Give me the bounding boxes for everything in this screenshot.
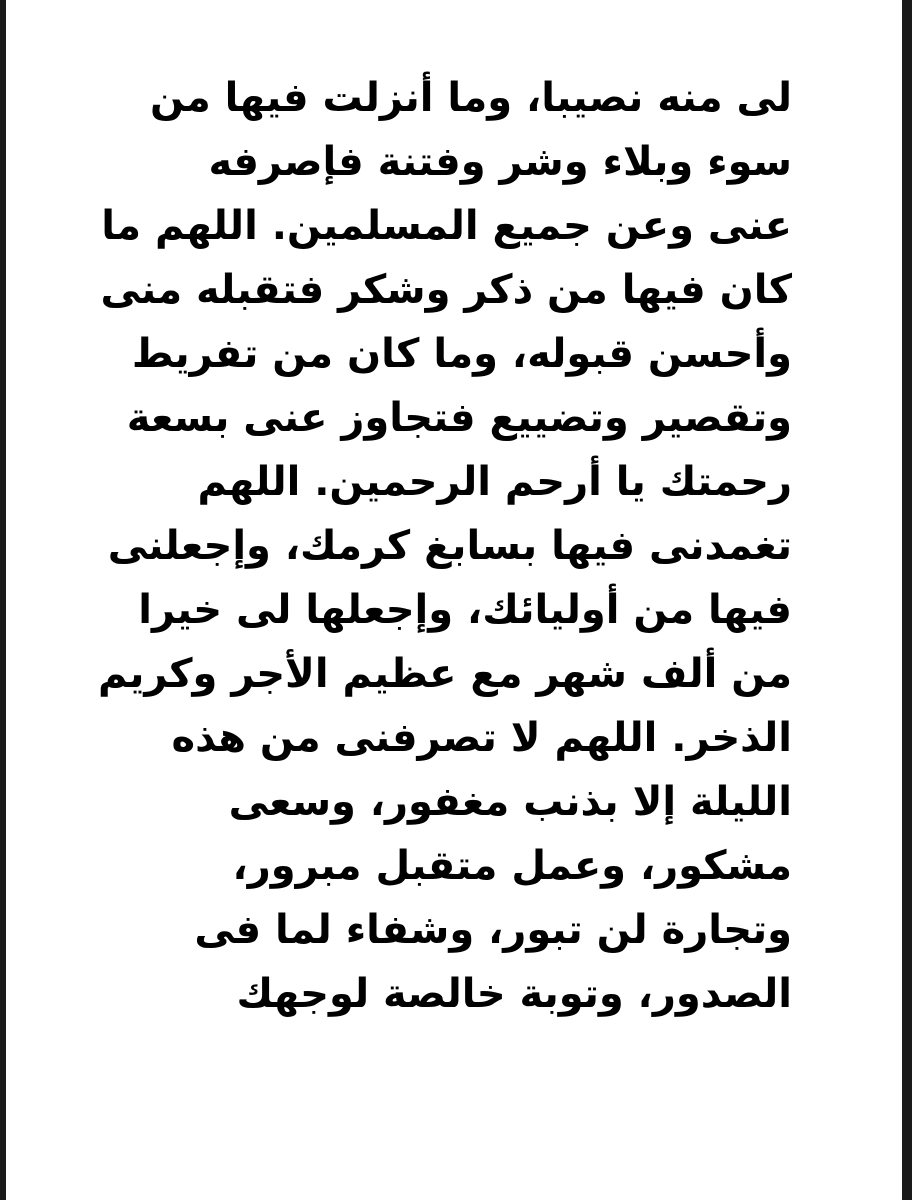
text-line-2: سوء وبلاء وشر وفتنة فإصرفه xyxy=(208,139,792,185)
text-line-10: من ألف شهر مع عظيم الأجر وكريم xyxy=(98,651,792,697)
text-line-4: كان فيها من ذكر وشكر فتقبله منى xyxy=(100,267,792,313)
text-line-9: فيها من أوليائك، وإجعلها لى خيرا xyxy=(138,587,792,633)
text-line-11: الذخر. اللهم لا تصرفنى من هذه xyxy=(171,715,792,761)
text-line-7: رحمتك يا أرحم الرحمين. اللهم xyxy=(197,459,792,505)
document-text xyxy=(98,66,792,1026)
text-line-6: وتقصير وتضييع فتجاوز عنى بسعة xyxy=(126,395,792,441)
text-line-14: وتجارة لن تبور، وشفاء لما فى xyxy=(194,907,792,953)
text-line-12: الليلة إلا بذنب مغفور، وسعى xyxy=(228,779,792,825)
text-line-13: مشكور، وعمل متقبل مبرور، xyxy=(232,843,792,889)
text-line-15: الصدور، وتوبة خالصة لوجهك xyxy=(236,971,792,1017)
document-page xyxy=(6,0,902,1200)
text-line-3: عنى وعن جميع المسلمين. اللهم ما xyxy=(101,203,792,249)
text-line-5: وأحسن قبوله، وما كان من تفريط xyxy=(131,331,792,377)
right-border xyxy=(902,0,912,1200)
text-line-8: تغمدنى فيها بسابغ كرمك، وإجعلنى xyxy=(107,523,792,569)
text-line-1: لى منه نصيبا، وما أنزلت فيها من xyxy=(149,75,792,121)
